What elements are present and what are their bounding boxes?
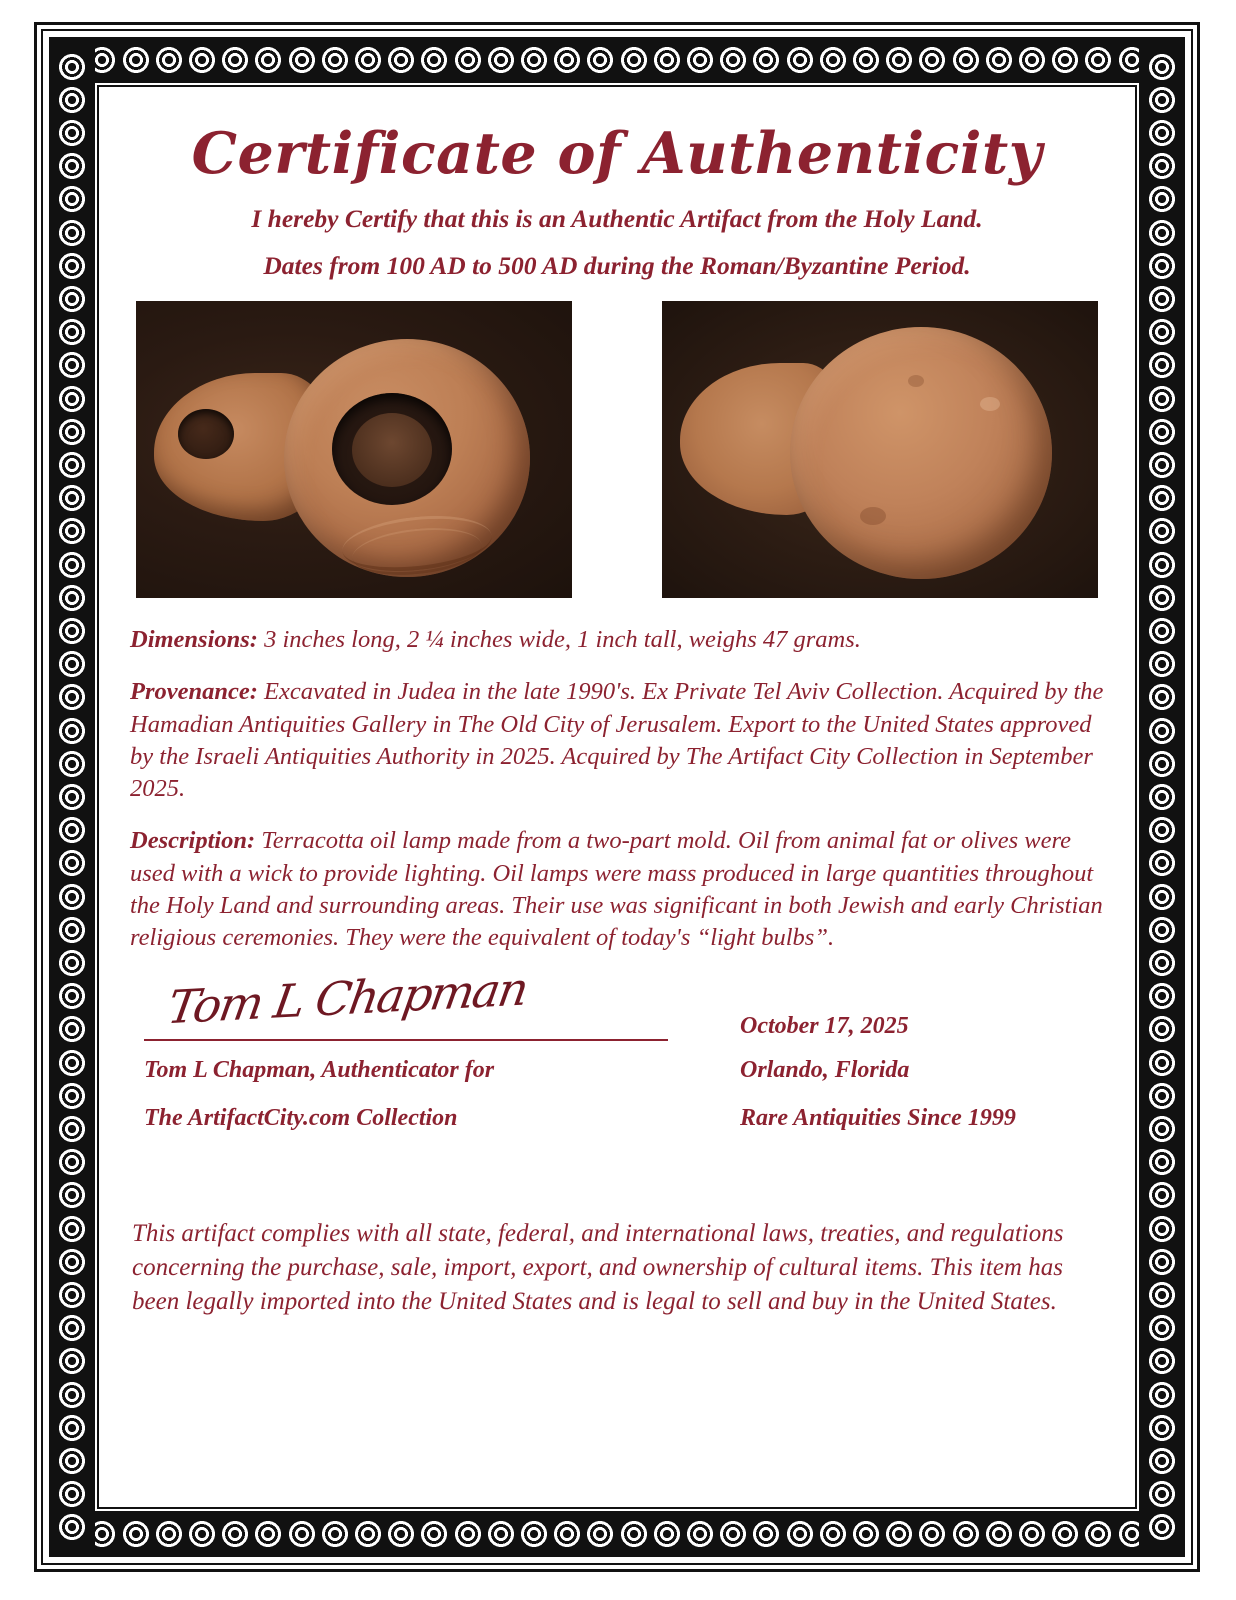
decorative-ring: [57, 1446, 87, 1476]
decorative-ring: [57, 52, 87, 82]
decorative-ring: [57, 848, 87, 878]
decorative-ring: [57, 85, 87, 115]
decorative-ring: [1147, 384, 1177, 414]
decorative-ring: [57, 1479, 87, 1509]
decorative-ring: [851, 1519, 881, 1549]
decorative-ring: [57, 1413, 87, 1443]
legal-compliance-text: This artifact complies with all state, federal, and international laws, treaties, and regulations concerning the purchase, sale, import, export, and ownership of cultural items. This item has been legally imported into the United States and is legal to sell and buy in the United States.: [132, 1219, 1064, 1315]
lamp-surface-mark: [860, 507, 886, 525]
decorative-ring: [1147, 1280, 1177, 1310]
decorative-ring: [220, 45, 250, 75]
decorative-ring: [652, 1519, 682, 1549]
decorative-ring: [1147, 583, 1177, 613]
decorative-ring: [1147, 1479, 1177, 1509]
decorative-ring-band-left: [49, 37, 95, 1557]
decorative-ring: [57, 1147, 87, 1177]
decorative-ring: [287, 45, 317, 75]
decorative-ring: [1147, 550, 1177, 580]
decorative-ring: [57, 1114, 87, 1144]
decorative-ring: [1050, 1519, 1080, 1549]
decorative-ring: [1147, 1413, 1177, 1443]
dimensions-value: 3 inches long, 2 ¼ inches wide, 1 inch tall, weighs 47 grams.: [264, 625, 861, 653]
decorative-ring: [57, 1380, 87, 1410]
decorative-ring: [1147, 1114, 1177, 1144]
dimensions-label: Dimensions:: [130, 625, 258, 653]
decorative-ring: [57, 1214, 87, 1244]
decorative-ring: [57, 649, 87, 679]
decorative-ring: [57, 815, 87, 845]
decorative-ring: [57, 350, 87, 380]
decorative-ring: [353, 45, 383, 75]
decorative-ring: [57, 218, 87, 248]
decorative-ring: [884, 1519, 914, 1549]
decorative-ring: [851, 45, 881, 75]
decorative-ring: [652, 45, 682, 75]
decorative-ring: [1147, 450, 1177, 480]
decorative-ring: [1147, 1147, 1177, 1177]
decorative-ring: [57, 1313, 87, 1343]
decorative-ring: [386, 1519, 416, 1549]
provenance-value: Excavated in Judea in the late 1990's. Ex Private Tel Aviv Collection. Acquired by the Hamadian Antiquities Gallery in The Old City of Jerusalem. Export to the United States approved by the Israeli Antiquities Authority in 2025. Acquired by The Artifact City Collection in September 2025.: [130, 678, 1104, 803]
decorative-ring: [1147, 350, 1177, 380]
decorative-ring: [57, 284, 87, 314]
description-value: Terracotta oil lamp made from a two-part mold. Oil from animal fat or olives were used with a wick to provide lighting. Oil lamps were mass produced in large quantities throughout the Holy Land and surrounding areas. Their use was significant in both Jewish and early Christian religious ceremonies. They were the equivalent of today's “light bulbs”.: [130, 827, 1103, 952]
decorative-ring: [619, 1519, 649, 1549]
decorative-ring: [57, 1247, 87, 1277]
decorative-ring: [751, 45, 781, 75]
decorative-ring: [818, 45, 848, 75]
lamp-wick-hole: [178, 409, 234, 459]
decorative-ring: [1147, 981, 1177, 1011]
decorative-ring: [1147, 848, 1177, 878]
artifact-photo-bottom-view: [662, 301, 1098, 598]
decorative-ring: [1083, 45, 1113, 75]
decorative-ring: [253, 45, 283, 75]
decorative-ring: [57, 716, 87, 746]
decorative-ring: [1147, 1014, 1177, 1044]
decorative-ring: [57, 1346, 87, 1376]
decorative-ring: [57, 251, 87, 281]
decorative-ring: [57, 616, 87, 646]
decorative-ring: [57, 749, 87, 779]
decorative-ring: [57, 1512, 87, 1542]
decorative-ring: [1147, 118, 1177, 148]
decorative-ring: [1147, 1214, 1177, 1244]
decorative-ring: [1147, 1512, 1177, 1542]
decorative-ring: [57, 948, 87, 978]
decorative-ring: [1147, 1346, 1177, 1376]
lamp-underside-shape: [790, 327, 1052, 579]
decorative-ring: [187, 45, 217, 75]
decorative-ring: [320, 45, 350, 75]
decorative-ring: [1147, 251, 1177, 281]
signature-city: Orlando, Florida: [740, 1056, 910, 1083]
certify-statement-line-1: I hereby Certify that this is an Authentic Artifact from the Holy Land.: [251, 203, 983, 233]
signature-tagline: Rare Antiquities Since 1999: [740, 1104, 1016, 1131]
provenance-paragraph: [130, 676, 1104, 805]
decorative-ring: [1147, 1313, 1177, 1343]
decorative-ring: [486, 1519, 516, 1549]
decorative-ring: [917, 45, 947, 75]
lamp-filling-hole-inner: [352, 413, 432, 487]
certify-statement-line-2: Dates from 100 AD to 500 AD during the Roman/Byzantine Period.: [263, 251, 971, 281]
decorative-ring: [1017, 45, 1047, 75]
decorative-ring: [57, 583, 87, 613]
decorative-ring: [386, 45, 416, 75]
decorative-ring: [57, 682, 87, 712]
decorative-ring: [1147, 1446, 1177, 1476]
decorative-ring: [57, 882, 87, 912]
decorative-ring: [1147, 516, 1177, 546]
decorative-ring: [785, 1519, 815, 1549]
decorative-ring: [951, 1519, 981, 1549]
signature-line: [144, 1039, 668, 1041]
decorative-ring: [57, 483, 87, 513]
decorative-ring: [419, 45, 449, 75]
decorative-ring: [1147, 815, 1177, 845]
signature-block: [130, 961, 1104, 1171]
decorative-ring: [1083, 1519, 1113, 1549]
decorative-ring: [718, 1519, 748, 1549]
decorative-ring: [1147, 616, 1177, 646]
decorative-ring: [917, 1519, 947, 1549]
decorative-ring: [287, 1519, 317, 1549]
provenance-label: Provenance:: [130, 678, 258, 706]
decorative-ring: [419, 1519, 449, 1549]
decorative-ring: [57, 1280, 87, 1310]
decorative-ring-band-right: [1139, 37, 1185, 1557]
decorative-ring: [984, 45, 1014, 75]
decorative-ring: [751, 1519, 781, 1549]
decorative-ring: [585, 1519, 615, 1549]
lamp-surface-highlight: [980, 397, 1000, 411]
decorative-ring: [453, 1519, 483, 1549]
decorative-ring: [57, 118, 87, 148]
decorative-ring: [453, 45, 483, 75]
decorative-ring: [486, 45, 516, 75]
decorative-ring: [1147, 782, 1177, 812]
decorative-ring: [785, 45, 815, 75]
decorative-ring: [1147, 649, 1177, 679]
decorative-ring: [685, 45, 715, 75]
decorative-ring: [552, 1519, 582, 1549]
decorative-ring: [1147, 948, 1177, 978]
decorative-ring: [57, 1180, 87, 1210]
decorative-ring-band-top: [49, 37, 1185, 83]
decorative-ring: [57, 915, 87, 945]
decorative-ring: [818, 1519, 848, 1549]
decorative-ring: [220, 1519, 250, 1549]
certificate-content: [104, 92, 1130, 1502]
decorative-ring: [1147, 1180, 1177, 1210]
decorative-ring: [1147, 483, 1177, 513]
artifact-photo-row: [136, 301, 1098, 598]
decorative-ring: [187, 1519, 217, 1549]
description-paragraph: [130, 825, 1104, 954]
decorative-ring: [1147, 1048, 1177, 1078]
decorative-ring: [121, 45, 151, 75]
description-label: Description:: [130, 827, 256, 855]
page-title: Certificate of Authenticity: [191, 120, 1043, 187]
decorative-ring: [57, 981, 87, 1011]
decorative-ring: [57, 516, 87, 546]
decorative-ring: [57, 1048, 87, 1078]
decorative-ring: [1147, 682, 1177, 712]
decorative-ring: [1147, 1247, 1177, 1277]
decorative-ring: [984, 1519, 1014, 1549]
decorative-ring: [57, 782, 87, 812]
decorative-ring: [1147, 184, 1177, 214]
decorative-ring: [1147, 749, 1177, 779]
decorative-ring: [1147, 882, 1177, 912]
decorative-ring: [1017, 1519, 1047, 1549]
decorative-ring: [884, 45, 914, 75]
decorative-ring: [57, 384, 87, 414]
decorative-ring: [1050, 45, 1080, 75]
decorative-ring: [57, 1081, 87, 1111]
lamp-surface-mark-secondary: [908, 375, 924, 387]
signature-date: October 17, 2025: [740, 1012, 909, 1039]
decorative-ring: [57, 317, 87, 347]
decorative-ring: [57, 450, 87, 480]
decorative-ring: [57, 417, 87, 447]
decorative-ring: [154, 1519, 184, 1549]
decorative-ring: [1147, 151, 1177, 181]
decorative-ring: [1147, 52, 1177, 82]
decorative-ring: [1147, 317, 1177, 347]
handwritten-signature: Tom L Chapman: [163, 961, 531, 1035]
decorative-ring: [519, 45, 549, 75]
decorative-ring: [619, 45, 649, 75]
decorative-ring: [585, 45, 615, 75]
decorative-ring: [685, 1519, 715, 1549]
decorative-ring: [1147, 85, 1177, 115]
decorative-ring: [154, 45, 184, 75]
decorative-ring: [57, 151, 87, 181]
decorative-ring: [718, 45, 748, 75]
decorative-ring: [57, 184, 87, 214]
dimensions-paragraph: [130, 624, 1104, 656]
decorative-ring: [519, 1519, 549, 1549]
signature-name-line: Tom L Chapman, Authenticator for: [144, 1056, 495, 1083]
decorative-ring: [951, 45, 981, 75]
decorative-ring: [57, 550, 87, 580]
decorative-ring: [353, 1519, 383, 1549]
decorative-ring-band-bottom: [49, 1511, 1185, 1557]
decorative-ring: [121, 1519, 151, 1549]
signature-organization-line: The ArtifactCity.com Collection: [144, 1104, 458, 1131]
decorative-ring: [57, 1014, 87, 1044]
decorative-ring: [1147, 915, 1177, 945]
decorative-ring: [1147, 417, 1177, 447]
decorative-ring: [1147, 218, 1177, 248]
decorative-ring: [1147, 1081, 1177, 1111]
artifact-photo-top-view: [136, 301, 572, 598]
decorative-ring: [552, 45, 582, 75]
decorative-ring: [1147, 716, 1177, 746]
decorative-ring: [1147, 284, 1177, 314]
decorative-ring: [253, 1519, 283, 1549]
decorative-ring: [1147, 1380, 1177, 1410]
decorative-ring: [320, 1519, 350, 1549]
